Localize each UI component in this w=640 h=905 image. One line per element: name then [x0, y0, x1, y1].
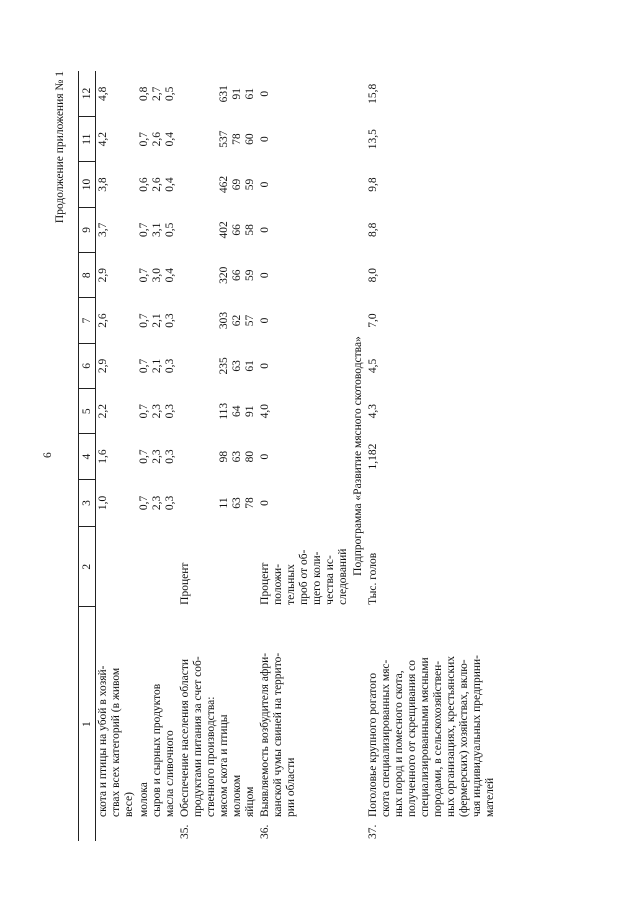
row-label: 37.Поголовье крупного рогатого скота специализированных мяс- ных пород и помесного скота, полученного от скрещивания со специализированными мясными породами, в сельскохозяйствен- ных организациях, крестьянских (фермерских) хозяйствах, вклю- чая индивидуальных предприни- мателей [367, 654, 496, 839]
table-cell: 402 66 58 [218, 220, 256, 238]
table-cell: 3,7 [97, 222, 109, 237]
table-row [96, 71, 138, 841]
table-cell: 8,8 [367, 222, 379, 237]
table-cell: 0,7 2,3 0,3 [138, 448, 176, 464]
table-cell: 462 69 59 [218, 175, 256, 193]
table-cell: 0,6 2,6 0,4 [138, 176, 176, 192]
table-cell: 0 [259, 499, 271, 506]
table-cell: 0,7 2,1 0,3 [138, 312, 176, 328]
table-cell: 0,7 2,3 0,3 [138, 495, 176, 510]
table-row [366, 71, 498, 841]
table-cell: 0,7 2,1 0,3 [138, 358, 176, 373]
col-head-6: 6 [79, 343, 96, 388]
table-cell: 2,2 [97, 403, 109, 418]
table-cell: 15,8 [367, 83, 379, 104]
column-number-row [79, 71, 96, 841]
table-cell: 0 [259, 181, 271, 187]
table-cell: 303 62 57 [218, 311, 256, 329]
table-row [178, 71, 258, 841]
table-cell: 11 63 78 [218, 496, 256, 509]
col-head-1: 1 [79, 606, 96, 840]
table-cell: 4,2 [97, 131, 109, 146]
table-cell: 2,6 [97, 312, 109, 328]
table-cell: 320 66 59 [218, 266, 256, 284]
table-row [137, 71, 178, 841]
table-cell: 3,8 [97, 176, 109, 192]
table-cell: 4,8 [97, 86, 109, 101]
data-table [78, 71, 498, 841]
table-cell [366, 479, 498, 526]
table-cell: 4,5 [367, 358, 379, 373]
continuation-note: Продолжение приложения № 1 [54, 70, 66, 223]
table-cell: 0 [259, 90, 271, 97]
page-number: 6 [42, 451, 54, 458]
table-cell: 1,6 [97, 448, 109, 464]
table-cell: 0,7 3,0 0,4 [138, 267, 176, 282]
row-label: 35.Обеспечение населения области продуктами питания за счет соб- ственного производства: мясом скота и птицы молоком яйцом [179, 655, 256, 839]
table-cell: 0,7 2,3 0,3 [138, 403, 176, 418]
col-head-4: 4 [79, 433, 96, 478]
table-cell: 235 63 61 [218, 356, 256, 374]
col-head-12: 12 [79, 71, 96, 116]
row-label: скота и птицы на убой в хозяй- ствах всех категорий (в живом весе) [97, 664, 135, 817]
table-cell: 1,182 [367, 443, 379, 469]
table-cell: 0,7 2,6 0,4 [138, 131, 176, 146]
table-cell: 0 [259, 271, 271, 278]
page-header [40, 53, 70, 853]
rotated-document-page [40, 53, 600, 853]
col-head-9: 9 [79, 207, 96, 252]
table-cell: 113 64 91 [218, 402, 256, 420]
row-unit: Тыс. голов [367, 552, 379, 605]
table-cell: 9,8 [367, 176, 379, 192]
col-head-10: 10 [79, 161, 96, 206]
col-head-7: 7 [79, 297, 96, 342]
table-cell: 4,0 [259, 403, 271, 418]
table-cell: 0 [259, 135, 271, 142]
row-sublabels: молока сыров и сырных продуктов масла сливочного [138, 683, 176, 817]
table-cell: 0 [259, 453, 271, 459]
col-head-8: 8 [79, 252, 96, 297]
row-unit [96, 526, 138, 606]
table-cell: 13,5 [367, 128, 379, 149]
table-cell: 4,3 [367, 403, 379, 418]
table-cell: 537 78 60 [218, 130, 256, 148]
table-cell: 0 [259, 362, 271, 369]
table-cell: 0,8 2,7 0,5 [138, 86, 176, 101]
row-unit: Процент [179, 562, 191, 605]
table-cell: 2,9 [97, 267, 109, 282]
table-cell: 2,9 [97, 358, 109, 373]
col-head-2: 2 [79, 526, 96, 606]
table-cell: 98 63 80 [218, 450, 256, 462]
col-head-5: 5 [79, 388, 96, 433]
table-cell: 631 91 61 [218, 84, 256, 102]
col-head-11: 11 [79, 116, 96, 161]
subprogram-title: Подпрограмма «Развитие мясного скотоводства» [352, 335, 364, 576]
table-cell: 1,0 [97, 495, 109, 510]
table-cell: 7,0 [367, 312, 379, 328]
table-cell: 0,7 3,1 0,5 [138, 222, 176, 237]
table-cell: 8,0 [367, 267, 379, 282]
table-cell: 0 [259, 226, 271, 233]
table-row [258, 71, 351, 841]
subprogram-row [351, 71, 366, 841]
row-unit: Процент положи- тельных проб от об- щего коли- чества ис- следований [259, 548, 349, 605]
row-label: 36.Выявляемость возбудителя афри- канской чумы свиней на террито- рии области [259, 652, 297, 839]
col-head-3: 3 [79, 479, 96, 526]
table-cell: 0 [259, 317, 271, 323]
